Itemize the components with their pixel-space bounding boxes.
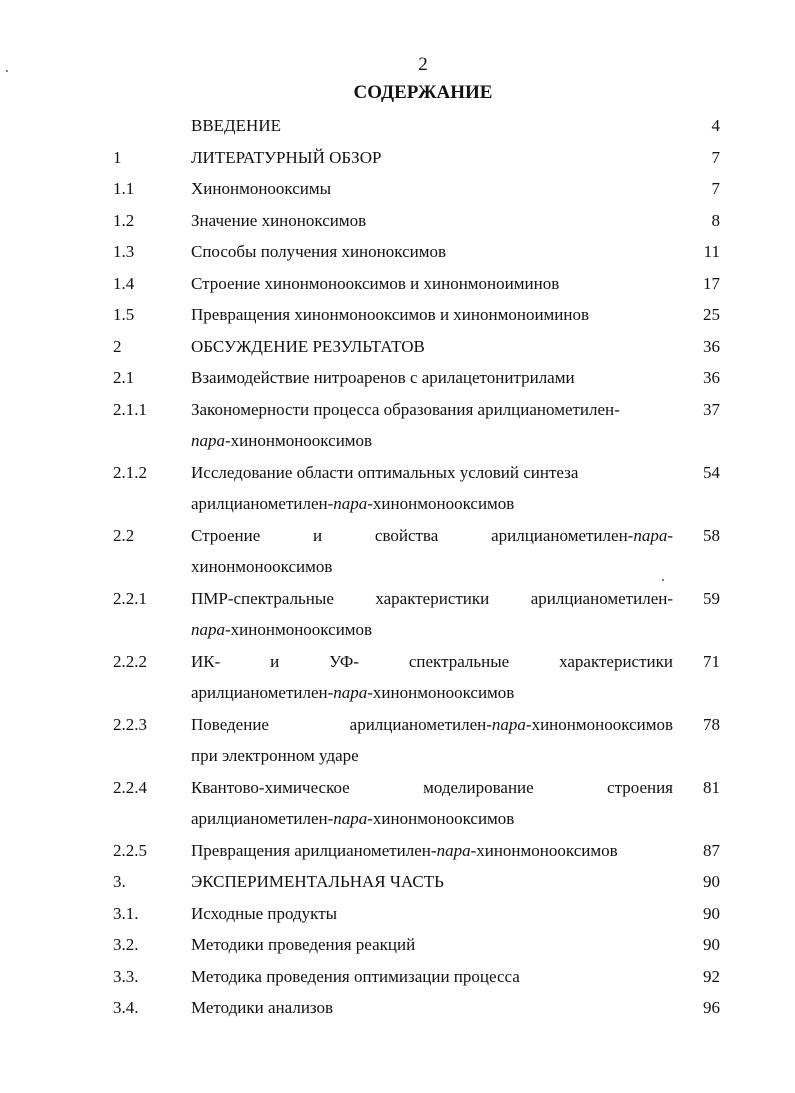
toc-entry — [0, 457, 795, 520]
toc-entry-page: 81 — [703, 777, 720, 797]
toc-entry-number: 2 — [113, 336, 122, 356]
toc-entry-number: 2.2.3 — [113, 714, 147, 734]
toc-entry — [0, 866, 795, 898]
toc-entry — [0, 142, 795, 174]
toc-entry-page: 90 — [703, 903, 720, 923]
toc-entry-number: 1 — [113, 147, 122, 167]
toc-entry-number: 1.1 — [113, 179, 135, 198]
toc-entry-title: Хинонмонооксимы — [191, 179, 332, 198]
toc-entry-number: 1.4 — [113, 273, 135, 293]
toc-entry-number: 2.1.2 — [113, 462, 147, 482]
toc-entry-title: Квантово-химическое моделирование строения арилцианометилен-пара-хинонмонооксимов — [191, 777, 673, 828]
toc-entry-title: Поведение арилцианометилен-пара-хинонмонооксимов при электронном ударе — [191, 714, 673, 765]
toc-entry-title: Строение и свойства арилцианометилен-пара- хинонмонооксимов — [191, 525, 673, 576]
toc-entry — [0, 236, 795, 268]
toc-entry-number: 3.2. — [113, 935, 139, 954]
toc-entry-page: 7 — [711, 147, 720, 167]
scan-speck — [6, 70, 8, 72]
toc-entry-title: ЛИТЕРАТУРНЫЙ ОБЗОР — [191, 147, 382, 167]
toc-entry-title: ИК- и УФ- спектральные характеристики арилцианометилен-пара-хинонмонооксимов — [191, 651, 673, 702]
toc-entry — [0, 299, 795, 331]
toc-entry-page: 7 — [711, 179, 720, 198]
toc-entry-page: 58 — [703, 525, 720, 545]
toc-entry-page: 25 — [703, 305, 720, 324]
toc-entry-page: 37 — [703, 399, 720, 419]
toc-entry-number: 3.4. — [113, 998, 139, 1017]
toc-entry — [0, 583, 795, 646]
toc-entry — [0, 205, 795, 237]
page-number: 2 — [418, 54, 428, 75]
toc-entry-title: ОБСУЖДЕНИЕ РЕЗУЛЬТАТОВ — [191, 336, 425, 356]
toc-entry — [0, 173, 795, 205]
toc-entry-number: 3.3. — [113, 966, 139, 986]
toc-entry — [0, 709, 795, 772]
toc-entry-number: 3.1. — [113, 903, 139, 923]
toc-entry-title: Превращения хинонмонооксимов и хинонмоноиминов — [191, 305, 590, 324]
toc-entry-title: ЭКСПЕРИМЕНТАЛЬНАЯ ЧАСТЬ — [191, 872, 444, 891]
toc-entry-title: Методики проведения реакций — [191, 935, 416, 954]
toc-entry-number: 1.3 — [113, 242, 135, 261]
toc-entry-title: Исходные продукты — [191, 903, 338, 923]
toc-entry-title: Значение хиноноксимов — [191, 210, 367, 230]
toc-entry-page: 90 — [703, 935, 720, 954]
toc-entry-page: 11 — [703, 242, 720, 261]
toc-entry-title: Закономерности процесса образования арилцианометилен- пара-хинонмонооксимов — [191, 399, 620, 450]
toc-entry — [0, 835, 795, 867]
toc-entry-page: 90 — [703, 872, 720, 891]
table-of-contents — [0, 110, 795, 1024]
toc-entry — [0, 520, 795, 583]
toc-entry-page: 4 — [711, 116, 720, 135]
toc-entry — [0, 646, 795, 709]
toc-entry — [0, 110, 795, 142]
toc-entry-number: 2.2.4 — [113, 777, 147, 797]
toc-entry — [0, 362, 795, 394]
toc-entry-title: Методика проведения оптимизации процесса — [191, 966, 520, 986]
toc-entry — [0, 394, 795, 457]
toc-entry — [0, 929, 795, 961]
toc-entry-number: 1.5 — [113, 305, 135, 324]
page-title: СОДЕРЖАНИЕ — [353, 82, 493, 103]
toc-entry — [0, 268, 795, 300]
toc-entry-page: 54 — [703, 462, 720, 482]
toc-entry-title: Методики анализов — [191, 998, 334, 1017]
toc-entry-page: 87 — [703, 840, 720, 860]
toc-entry-number: 2.2 — [113, 525, 135, 545]
toc-entry-number: 1.2 — [113, 210, 135, 230]
toc-entry-title: Способы получения хиноноксимов — [191, 242, 446, 261]
toc-entry — [0, 331, 795, 363]
toc-entry-number: 2.1.1 — [113, 399, 147, 419]
toc-entry-page: 8 — [711, 210, 720, 230]
toc-entry-number: 2.2.2 — [113, 651, 147, 671]
toc-entry-page: 78 — [703, 714, 720, 734]
toc-entry-title: Превращения арилцианометилен-пара-хинонмонооксимов — [191, 840, 618, 860]
toc-entry — [0, 898, 795, 930]
toc-entry-page: 96 — [703, 998, 720, 1017]
toc-entry-page: 71 — [703, 651, 720, 671]
toc-entry-number: 2.2.5 — [113, 840, 147, 860]
toc-entry — [0, 961, 795, 993]
scan-speck — [662, 579, 664, 581]
toc-entry-number: 3. — [113, 872, 126, 891]
toc-entry-number: 2.2.1 — [113, 588, 147, 608]
toc-entry-title: ВВЕДЕНИЕ — [191, 116, 281, 135]
toc-entry-page: 36 — [703, 368, 720, 387]
toc-entry-title: Исследование области оптимальных условий синтеза арилцианометилен-пара-хинонмонооксимов — [191, 462, 579, 513]
toc-entry-number: 2.1 — [113, 368, 135, 387]
toc-entry-page: 92 — [703, 966, 720, 986]
toc-entry-title: ПМР-спектральные характеристики арилцианометилен- пара-хинонмонооксимов — [191, 588, 673, 639]
toc-entry-page: 17 — [703, 273, 720, 293]
toc-entry-title: Строение хинонмонооксимов и хинонмоноиминов — [191, 273, 560, 293]
toc-entry-page: 59 — [703, 588, 720, 608]
toc-entry-page: 36 — [703, 336, 720, 356]
toc-entry — [0, 992, 795, 1024]
toc-entry — [0, 772, 795, 835]
toc-entry-title: Взаимодействие нитроаренов с арилацетонитрилами — [191, 368, 575, 387]
